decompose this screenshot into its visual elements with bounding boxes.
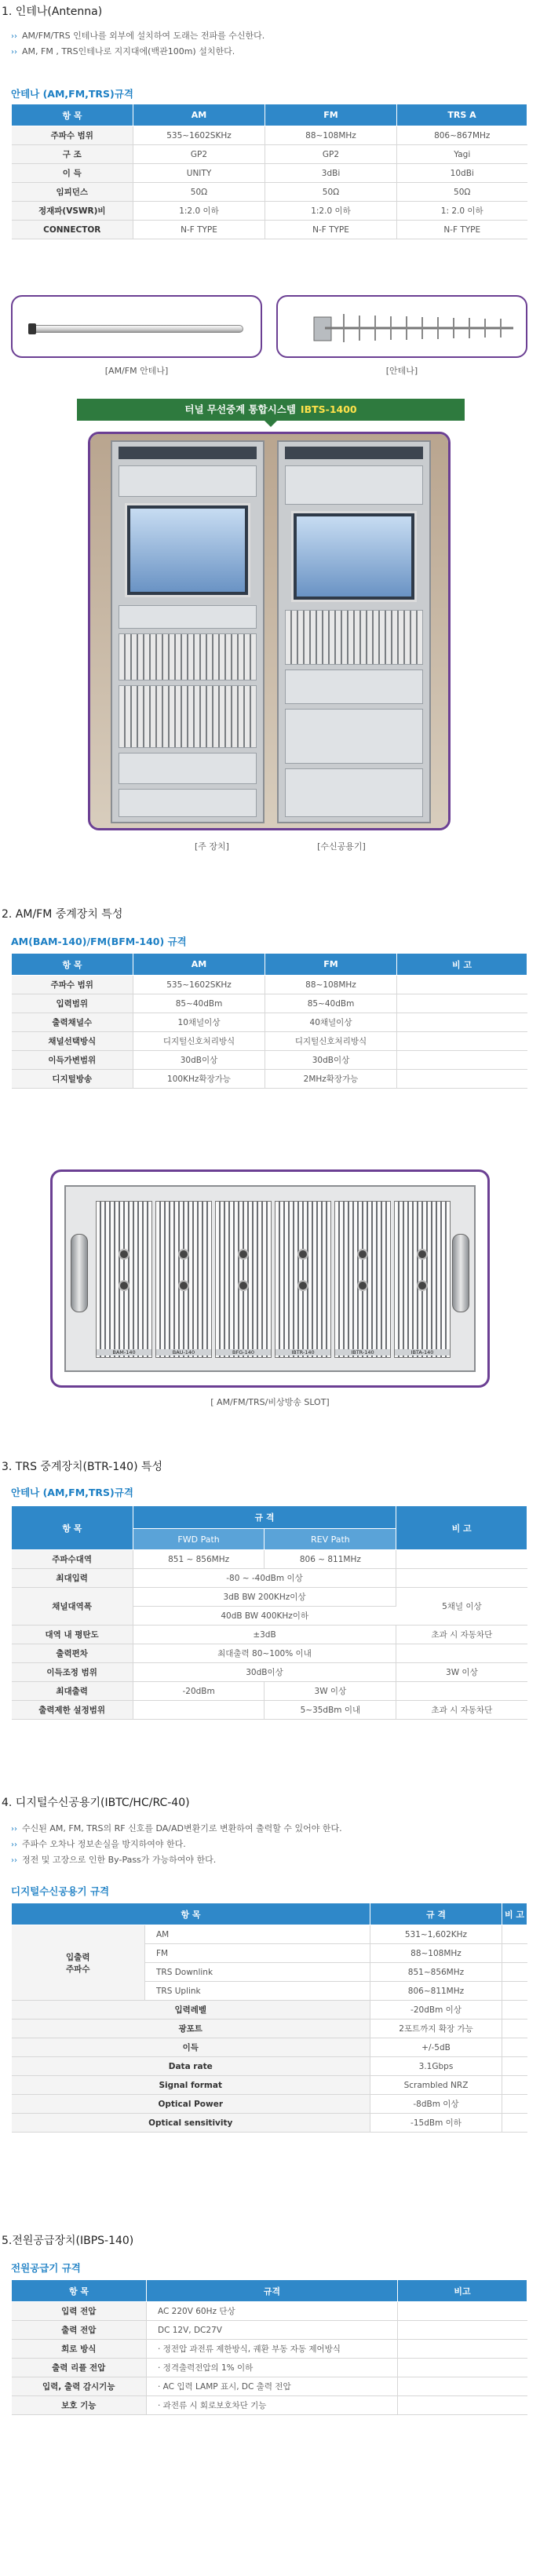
cell: 디지털신호처리방식 — [133, 1032, 265, 1051]
row-label: 디지털방송 — [12, 1070, 133, 1089]
row-label: 이 득 — [12, 164, 133, 183]
cell: 88~108MHz — [370, 1944, 502, 1963]
digital-receiver-spec-title: 디지털수신공용기 규격 — [11, 1885, 110, 1897]
table-row — [12, 2114, 527, 2133]
col-header: TRS A — [397, 104, 527, 126]
section1-title: 1. 인테나(Antenna) — [2, 5, 103, 18]
cell: 88~108MHz — [265, 126, 397, 145]
bullet: ›› 수신된 AM, FM, TRS의 RF 신호를 DA/AD변환기로 변환하여 출력할 수 있어야 한다. — [11, 1821, 342, 1837]
rack-photo — [88, 432, 451, 830]
banner-model: IBTS-1400 — [300, 403, 357, 415]
cell: 5~35dBm 이내 — [265, 1701, 396, 1720]
cell: Yagi — [397, 145, 527, 164]
table-row — [12, 2076, 527, 2095]
cell: 50Ω — [265, 183, 397, 202]
col-header: 항 목 — [12, 1506, 133, 1550]
cell — [397, 976, 527, 994]
row-label: 보호 기능 — [12, 2396, 147, 2415]
rack-slot — [285, 465, 423, 505]
cell: 초과 시 자동차단 — [396, 1701, 527, 1720]
section3-title: 3. TRS 중계장치(BTR-140) 특성 — [2, 1461, 163, 1473]
row-label: CONNECTOR — [12, 221, 133, 239]
cell: 10채널이상 — [133, 1013, 265, 1032]
rack-slot — [285, 709, 423, 764]
cell: AC 220V 60Hz 단상 — [147, 2302, 398, 2321]
cell — [397, 1013, 527, 1032]
cell: DC 12V, DC27V — [147, 2321, 398, 2340]
col-subheader: REV Path — [265, 1529, 396, 1550]
row-label: 임피던스 — [12, 183, 133, 202]
banner-text: 터널 무선중계 통합시스템 — [184, 403, 296, 415]
row-label: 주파수 범위 — [12, 976, 133, 994]
col-header: FM — [265, 104, 397, 126]
row-label: 정재파(VSWR)비 — [12, 202, 133, 221]
rack-header-plate — [285, 447, 423, 459]
rack-slot — [285, 670, 423, 704]
cell: 40dB BW 400KHz이하 — [133, 1607, 396, 1626]
cell: GP2 — [265, 145, 397, 164]
digital-receiver-spec-table — [11, 1903, 527, 2133]
row-label: 이득가변범위 — [12, 1051, 133, 1070]
slot-module: IBTR-140 — [334, 1201, 391, 1358]
cell: 50Ω — [397, 183, 527, 202]
row-label: 회로 방식 — [12, 2340, 147, 2359]
sub-label: AM — [145, 1925, 370, 1944]
cell: 3.1Gbps — [370, 2057, 502, 2076]
cell: N-F TYPE — [397, 221, 527, 239]
bullet: ›› AM/FM/TRS 인테나를 외부에 설치하여 도래는 전파를 수신한다. — [11, 28, 265, 44]
am-fm-antenna-caption: [AM/FM 안테나] — [104, 366, 169, 376]
table-row — [12, 202, 527, 221]
table-row — [12, 183, 527, 202]
row-label: 이득 — [12, 2038, 370, 2057]
receiver-rack-image — [277, 440, 431, 823]
antenna-spec-title: 안테나 (AM,FM,TRS)규격 — [11, 88, 133, 100]
section4-bullets — [11, 1821, 342, 1868]
cell: +/-5dB — [370, 2038, 502, 2057]
sub-label: FM — [145, 1944, 370, 1963]
slot-module: IBTA-140 — [394, 1201, 451, 1358]
table-row — [12, 976, 527, 994]
row-label: 출력편차 — [12, 1644, 133, 1663]
rack-slot — [119, 633, 257, 680]
table-row — [12, 1701, 527, 1720]
cell — [397, 1032, 527, 1051]
section5-title: 5.전원공급장치(IBPS-140) — [2, 2235, 134, 2247]
cell: -20dBm 이상 — [370, 2001, 502, 2020]
table-row — [12, 994, 527, 1013]
cell: 806 ~ 811MHz — [265, 1550, 396, 1569]
sub-label: TRS Downlink — [145, 1963, 370, 1982]
col-header: AM — [133, 954, 265, 976]
cell: 3dB BW 200KHz이상 — [133, 1588, 396, 1607]
row-label: 광포트 — [12, 2020, 370, 2038]
slot-module: IBTR-140 — [275, 1201, 331, 1358]
row-label: 채널선택방식 — [12, 1032, 133, 1051]
cell: GP2 — [133, 145, 265, 164]
col-header: 규 격 — [370, 1903, 502, 1925]
am-fm-spec-title: AM(BAM-140)/FM(BFM-140) 규격 — [11, 936, 187, 947]
cell: 디지털신호처리방식 — [265, 1032, 397, 1051]
rack-slot — [285, 610, 423, 665]
table-row — [12, 145, 527, 164]
table-row — [12, 2377, 527, 2396]
cell: 2포트까지 확장 가능 — [370, 2020, 502, 2038]
table-row — [12, 1682, 527, 1701]
slot-module: BAM-140 — [96, 1201, 152, 1358]
antenna-rod-image — [31, 325, 243, 333]
row-label: 입력레벨 — [12, 2001, 370, 2020]
cell: 30dB이상 — [265, 1051, 397, 1070]
antenna-base-image — [28, 323, 36, 334]
cell: 2MHz확장가능 — [265, 1070, 397, 1089]
section1-bullets — [11, 28, 265, 60]
col-header: 규격 — [147, 2280, 398, 2302]
chassis-caption: [ AM/FM/TRS/비상방송 SLOT] — [210, 1397, 330, 1407]
row-label: 출력 전압 — [12, 2321, 147, 2340]
table-row — [12, 2001, 527, 2020]
table-row — [12, 1550, 527, 1569]
bullet: ›› 주파수 오차나 정보손실을 방지하여야 한다. — [11, 1837, 342, 1852]
cell: · 과전류 시 회로보호차단 기능 — [147, 2396, 398, 2415]
rack-monitor — [291, 511, 417, 602]
system-banner — [77, 399, 465, 421]
row-label: 입력범위 — [12, 994, 133, 1013]
row-label: 이득조정 범위 — [12, 1663, 133, 1682]
cell: 85~40dBm — [265, 994, 397, 1013]
row-label: 주파수 범위 — [12, 126, 133, 145]
row-label: 주파수대역 — [12, 1550, 133, 1569]
row-label: Data rate — [12, 2057, 370, 2076]
cell: N-F TYPE — [265, 221, 397, 239]
table-row — [12, 1569, 527, 1588]
cell: ±3dB — [133, 1626, 396, 1644]
row-label: 입력, 출력 감시기능 — [12, 2377, 147, 2396]
cell: 535~1602SKHz — [133, 126, 265, 145]
cell — [396, 1682, 527, 1701]
col-header: 비 고 — [397, 954, 527, 976]
table-row — [12, 164, 527, 183]
table-row — [12, 1013, 527, 1032]
cell: 806~867MHz — [397, 126, 527, 145]
cell: 85~40dBm — [133, 994, 265, 1013]
bullet: ›› AM, FM , TRS인테나로 지지대에(백관100m) 설치한다. — [11, 44, 265, 60]
cell: 30dB이상 — [133, 1051, 265, 1070]
cell: 30dB이상 — [133, 1663, 396, 1682]
cell: 1:2.0 이하 — [265, 202, 397, 221]
rack-slot — [119, 465, 257, 497]
chassis-handle — [452, 1234, 469, 1312]
table-row — [12, 1070, 527, 1089]
cell: N-F TYPE — [133, 221, 265, 239]
row-label: 채널대역폭 — [12, 1588, 133, 1626]
slot-module: BFG-140 — [215, 1201, 272, 1358]
main-rack-caption: [주 장치] — [195, 841, 229, 852]
col-header: 항 목 — [12, 104, 133, 126]
rack-slot — [119, 753, 257, 784]
cell — [133, 1701, 265, 1720]
cell: 531~1,602KHz — [370, 1925, 502, 1944]
trs-antenna-caption: [안테나] — [385, 366, 418, 376]
row-label: Signal format — [12, 2076, 370, 2095]
cell: 5채널 이상 — [396, 1588, 527, 1626]
table-row — [12, 2020, 527, 2038]
trs-antenna-photo — [276, 295, 527, 358]
cell: · AC 입력 LAMP 표시, DC 출력 전압 — [147, 2377, 398, 2396]
cell — [396, 1550, 527, 1569]
table-row — [12, 1644, 527, 1663]
power-supply-spec-title: 전원공급기 규격 — [11, 2262, 81, 2274]
cell: 1:2.0 이하 — [133, 202, 265, 221]
cell: 3W 이상 — [396, 1663, 527, 1682]
table-row — [12, 2340, 527, 2359]
cell: · 정전압 과전류 제한방식, 궤환 부동 자동 제어방식 — [147, 2340, 398, 2359]
cell: 최대출력 80~100% 이내 — [133, 1644, 396, 1663]
row-label: 대역 내 평탄도 — [12, 1626, 133, 1644]
rack-slot — [119, 605, 257, 629]
cell — [396, 1644, 527, 1663]
table-row — [12, 1051, 527, 1070]
cell — [396, 1569, 527, 1588]
col-header: 항 목 — [12, 1903, 370, 1925]
cell: 10dBi — [397, 164, 527, 183]
col-subheader: FWD Path — [133, 1529, 265, 1550]
am-fm-antenna-photo — [11, 295, 262, 358]
table-row — [12, 1663, 527, 1682]
row-label: 최대출력 — [12, 1682, 133, 1701]
row-label: 입력 전압 — [12, 2302, 147, 2321]
col-header: 비 고 — [502, 1903, 527, 1925]
row-label: Optical sensitivity — [12, 2114, 370, 2133]
table-row — [12, 1626, 527, 1644]
am-fm-spec-table — [11, 953, 527, 1089]
rack-slot — [119, 789, 257, 817]
table-row — [12, 126, 527, 145]
cell: 1: 2.0 이하 — [397, 202, 527, 221]
col-header: FM — [265, 954, 397, 976]
table-row — [12, 2359, 527, 2377]
cell: 50Ω — [133, 183, 265, 202]
table-row — [12, 2302, 527, 2321]
cell — [397, 1051, 527, 1070]
col-header: 비고 — [398, 2280, 527, 2302]
cell: 3dBi — [265, 164, 397, 183]
rack-monitor — [125, 503, 250, 597]
cell: 806~811MHz — [370, 1982, 502, 2001]
table-row — [12, 221, 527, 239]
yagi-antenna-image — [278, 297, 527, 358]
section4-title: 4. 디지털수신공용기(IBTC/HC/RC-40) — [2, 1797, 190, 1809]
cell: -15dBm 이하 — [370, 2114, 502, 2133]
row-label: Optical Power — [12, 2095, 370, 2114]
cell: -80 ~ -40dBm 이상 — [133, 1569, 396, 1588]
col-header: AM — [133, 104, 265, 126]
table-row — [12, 2396, 527, 2415]
cell: 535~1602SKHz — [133, 976, 265, 994]
power-supply-spec-table — [11, 2279, 527, 2415]
table-row — [12, 2095, 527, 2114]
cell — [397, 1070, 527, 1089]
cell: UNITY — [133, 164, 265, 183]
row-label: 출력채널수 — [12, 1013, 133, 1032]
row-label: 최대입력 — [12, 1569, 133, 1588]
chassis-handle — [71, 1234, 88, 1312]
sub-label: TRS Uplink — [145, 1982, 370, 2001]
cell: 초과 시 자동차단 — [396, 1626, 527, 1644]
col-header: 규 격 — [133, 1506, 396, 1529]
cell: 3W 이상 — [265, 1682, 396, 1701]
table-row — [12, 2057, 527, 2076]
cell — [397, 994, 527, 1013]
trs-spec-title: 안테나 (AM,FM,TRS)규격 — [11, 1487, 133, 1498]
cell: 851 ~ 856MHz — [133, 1550, 265, 1569]
trs-spec-table — [11, 1505, 527, 1720]
col-header: 항 목 — [12, 954, 133, 976]
cell: 88~108MHz — [265, 976, 397, 994]
banner-arrow-icon — [265, 421, 277, 427]
table-row — [12, 1032, 527, 1051]
cell: -8dBm 이상 — [370, 2095, 502, 2114]
receiver-rack-caption: [수신공용기] — [317, 841, 366, 852]
row-label: 출력제한 설정범위 — [12, 1701, 133, 1720]
cell: Scrambled NRZ — [370, 2076, 502, 2095]
cell: 100KHz확장가능 — [133, 1070, 265, 1089]
row-label: 구 조 — [12, 145, 133, 164]
cell: 851~856MHz — [370, 1963, 502, 1982]
rack-slot — [285, 768, 423, 817]
slot-chassis-image — [64, 1185, 476, 1372]
col-header: 비 고 — [396, 1506, 527, 1550]
table-row — [12, 2038, 527, 2057]
slot-module: BAU-140 — [155, 1201, 212, 1358]
rack-header-plate — [119, 447, 257, 459]
row-label: 입출력 주파수 — [12, 1925, 145, 2001]
section2-title: 2. AM/FM 중계장치 특성 — [2, 908, 123, 921]
main-rack-image — [111, 440, 265, 823]
rack-slot — [119, 685, 257, 748]
cell: · 정격출력전압의 1% 이하 — [147, 2359, 398, 2377]
table-row — [12, 1925, 527, 1944]
cell: -20dBm — [133, 1682, 265, 1701]
antenna-spec-table — [11, 104, 527, 239]
cell: 40채널이상 — [265, 1013, 397, 1032]
table-row — [12, 2321, 527, 2340]
table-row — [12, 1588, 527, 1607]
bullet: ›› 정전 및 고장으로 인한 By-Pass가 가능하여야 한다. — [11, 1852, 342, 1868]
row-label: 출력 리플 전압 — [12, 2359, 147, 2377]
col-header: 항 목 — [12, 2280, 147, 2302]
